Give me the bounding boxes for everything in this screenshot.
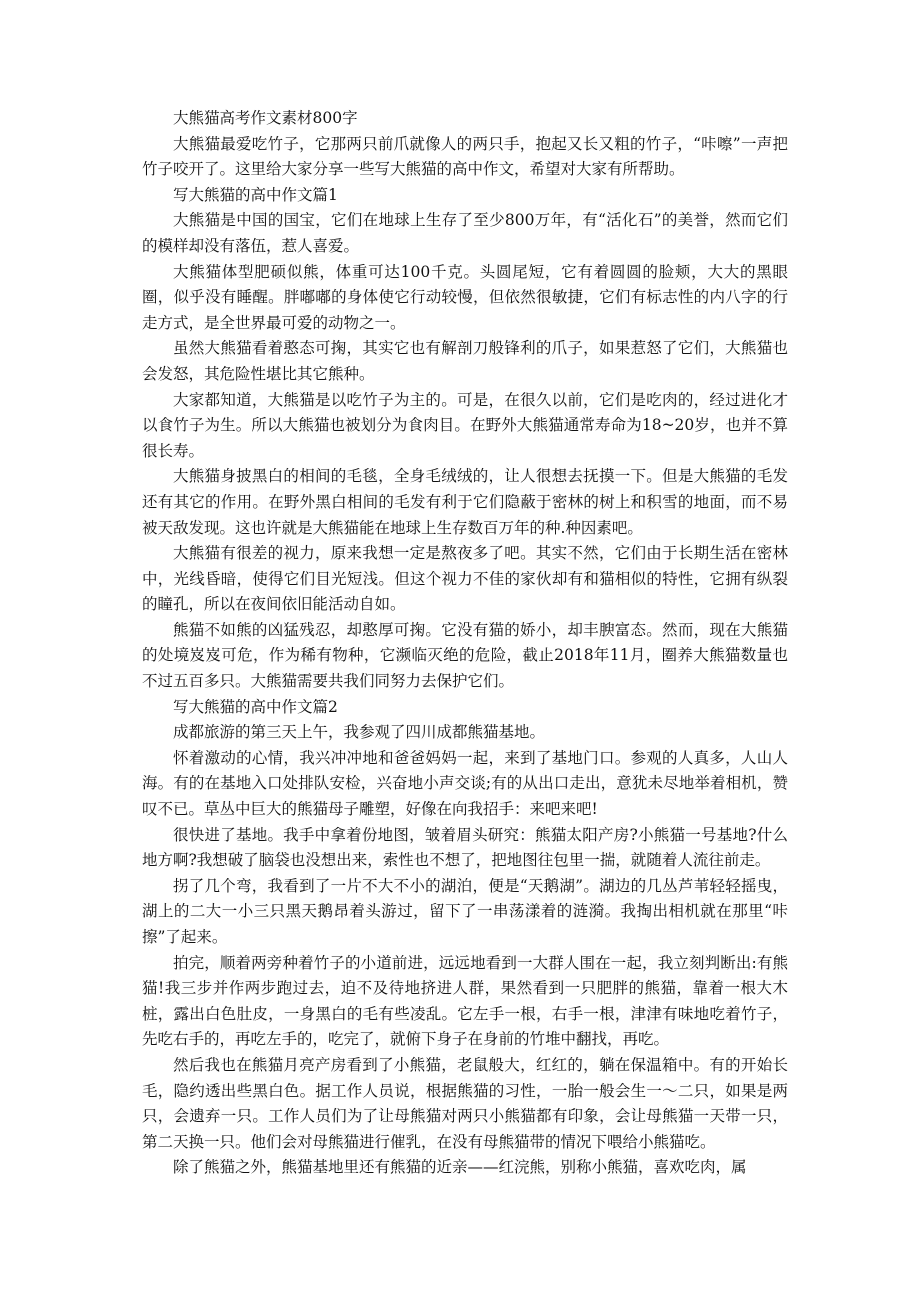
paragraph: 大熊猫有很差的视力，原来我想一定是熬夜多了吧。其实不然，它们由于长期生活在密林中，光线昏暗，使得它们目光短浅。但这个视力不佳的家伙却有和猫相似的特性，它拥有纵裂的瞳孔，所以在夜间依旧能活动自如。 — [142, 544, 788, 614]
paragraph: 然后我也在熊猫月亮产房看到了小熊猫，老鼠般大，红红的，躺在保温箱中。有的开始长毛，隐约透出些黑白色。据工作人员说，根据熊猫的习性，一胎一般会生一～二只，如果是两只，会遗弃一只。工作人员们为了让母熊猫对两只小熊猫都有印象，会让母熊猫一天带一只，第二天换一只。他们会对母熊猫进行催乳，在没有母熊猫带的情况下喂给小熊猫吃。 — [142, 1055, 788, 1151]
paragraph: 大熊猫体型肥硕似熊，体重可达100千克。头圆尾短，它有着圆圆的脸颊，大大的黑眼圈，似乎没有睡醒。胖嘟嘟的身体使它行动较慢，但依然很敏捷，它们有标志性的内八字的行走方式，是全世界最可爱的动物之一。 — [142, 262, 788, 332]
paragraph: 大熊猫身披黑白的相间的毛毯，全身毛绒绒的，让人很想去抚摸一下。但是大熊猫的毛发还有其它的作用。在野外黑白相间的毛发有利于它们隐蔽于密林的树上和积雪的地面，而不易被天敌发现。这也许就是大熊猫能在地球上生存数百万年的种.种因素吧。 — [142, 467, 788, 537]
paragraph: 怀着激动的心情，我兴冲冲地和爸爸妈妈一起，来到了基地门口。参观的人真多，人山人海。有的在基地入口处排队安检，兴奋地小声交谈;有的从出口走出，意犹未尽地举着相机，赞叹不已。草丛中巨大的熊猫母子雕塑，好像在向我招手：来吧来吧! — [142, 748, 788, 819]
paragraph: 除了熊猫之外，熊猫基地里还有熊猫的近亲——红浣熊，别称小熊猫，喜欢吃肉，属 — [173, 1158, 747, 1177]
paragraph: 拍完，顺着两旁种着竹子的小道前进，远远地看到一大群人围在一起，我立刻判断出:有熊猫!我三步并作两步跑过去，迫不及待地挤进人群，果然看到一只肥胖的熊猫，靠着一根大木桩，露出白色肚皮，一身黑白的毛有些凌乱。它左手一根，右手一根，津津有味地吃着竹子，先吃右手的，再吃左手的，吃完了，就俯下身子在身前的竹堆中翻找，再吃。 — [142, 953, 788, 1049]
paragraph: 大熊猫是中国的国宝，它们在地球上生存了至少800万年，有“活化石”的美誉，然而它们的模样却没有落伍，惹人喜爱。 — [142, 211, 788, 255]
paragraph: 很快进了基地。我手中拿着份地图，皱着眉头研究：熊猫太阳产房?小熊猫一号基地?什么地方啊?我想破了脑袋也没想出来，索性也不想了，把地图往包里一揣，就随着人流往前走。 — [142, 825, 788, 870]
document-title: 大熊猫高考作文素材800字 — [173, 109, 358, 127]
paragraph: 成都旅游的第三天上午，我参观了四川成都熊猫基地。 — [173, 723, 546, 742]
paragraph: 拐了几个弯，我看到了一片不大不小的湖泊，便是“天鹅湖”。湖边的几丛芦苇轻轻摇曳，湖上的二大一小三只黑天鹅昂着头游过，留下了一串荡漾着的涟漪。我掏出相机就在那里“咔擦”了起来。 — [142, 876, 788, 946]
paragraph: 大熊猫最爱吃竹子，它那两只前爪就像人的两只手，抱起又长又粗的竹子，“咔嚓”一声把竹子咬开了。这里给大家分享一些写大熊猫的高中作文，希望对大家有所帮助。 — [142, 134, 788, 179]
paragraph: 大家都知道，大熊猫是以吃竹子为主的。可是，在很久以前，它们是吃肉的，经过进化才以食竹子为生。所以大熊猫也被划分为食肉目。在野外大熊猫通常寿命为18~20岁，也并不算很长寿。 — [142, 390, 788, 460]
document-body — [142, 106, 788, 1181]
section-heading-2: 写大熊猫的高中作文篇2 — [173, 697, 338, 716]
paragraph: 虽然大熊猫看着憨态可掬，其实它也有解剖刀般锋利的爪子，如果惹怒了它们，大熊猫也会发怒，其危险性堪比其它熊种。 — [142, 339, 788, 383]
section-heading-1: 写大熊猫的高中作文篇1 — [173, 185, 338, 204]
paragraph: 熊猫不如熊的凶猛残忍，却憨厚可掬。它没有猫的娇小，却丰腴富态。然而，现在大熊猫的处境岌岌可危，作为稀有物种，它濒临灭绝的危险，截止2018年11月，圈养大熊猫数量也不过五百多只。大熊猫需要共我们同努力去保护它们。 — [142, 620, 788, 691]
